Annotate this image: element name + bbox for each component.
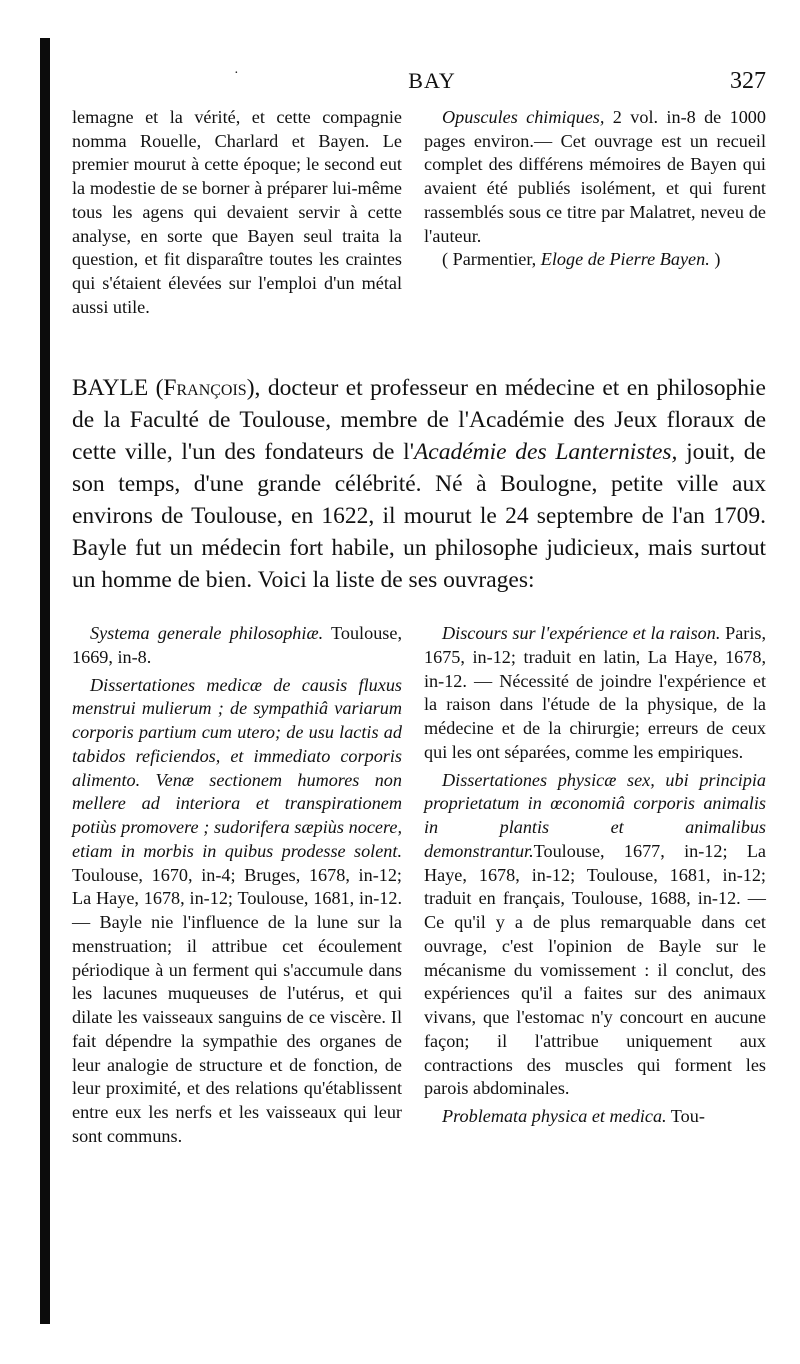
citation-title: Eloge de Pierre Bayen. [540,249,710,270]
work-title: Dissertationes medicæ de causis fluxus menstrui mulierum ; de sympathiâ variarum corporis partium cum utero; de usu lactis ad tabidos reficiendos, et immediato corporis alimento. Venæ sectionem humores non mellere ad interiora et transpirationem potiùs promovere ; sudorifera sæpiùs nocere, etiam in morbis in quibus prodesse solent. [72,674,402,861]
bibliography-entry-dissertationes-medicae [72,674,402,1149]
header-mark: · [234,66,239,81]
bottom-right-column [424,622,766,1129]
citation-close: ) [709,249,721,270]
work-title: Dissertationes physicæ sex, ubi principia proprietatum in œconomiâ corporis animalis in plantis et animalibus demonstrantur. [424,769,766,861]
entry-first-name: (François), [155,375,261,401]
bibliography-entry-opuscules [424,106,766,248]
bottom-left-column [72,622,402,1149]
page-header [98,66,766,100]
bibliography-entry-discours [424,622,766,765]
work-details: Paris, 1675, in-12; traduit en latin, La Haye, 1678, in-12. — Nécessité de joindre l'expérience et la raison dans l'étude de la physique, de la médecine et de la chirurgie; erreurs de ceux qui les ont séparées, comme les empiriques. [424,623,767,762]
bayen-paragraph-end: lemagne et la vérité, et cette compagnie nomma Rouelle, Charlard et Bayen. Le premier mourut à cette époque; le second eut la modestie de se borner à préparer lui-même tous les agens qui devaient servir à cette analyse, en sorte que Bayen seul traita la question, et fit disparaître toutes les craintes qui s'étaient élevées sur l'emploi d'un métal aussi utile. [72,107,402,317]
entry-text-1: docteur et professeur en médecine et en philosophie de la Faculté de Toulouse, membre de l'Académie des Jeux floraux de cette ville, l'un des fondateurs de l' [72,375,766,465]
academy-name: Académie des Lanternistes, [413,439,678,465]
top-left-column [72,106,402,319]
running-head: BAY [408,68,456,93]
entry-text-2: jouit, de son temps, d'une grande célébrité. Né à Boulogne, petite ville aux environs de Toulouse, en 1622, il mourut le 24 septembre de l'an 1709. Bayle fut un médecin fort habile, un philosophe judicieux, mais surtout un homme de bien. Voici la liste de ses ouvrages: [72,439,766,593]
work-title: Systema generale philosophiæ. [90,623,324,643]
work-title: Discours sur l'expérience et la raison. [442,623,721,643]
work-details: Toulouse, 1670, in-4; Bruges, 1678, in-12; La Haye, 1678, in-12; Toulouse, 1681, in-12. — Bayle nie l'influence de la lune sur la menstruation; il attribue cet écoulement périodique à un ferment qui s'accumule dans les lacunes muqueuses de l'utérus, et qui dilate les vaisseaux sanguins de ce viscère. Il fait dépendre la sympathie des organes de leur analogie de structure et de fonction, de leur proximité, et des relations qu'établissent entre eux les nerfs et les vaisseaux qui leur sont communs. [72,864,402,1146]
bibliography-entry-problemata [424,1105,766,1129]
work-title: Opuscules chimiques, [442,107,605,127]
bayle-entry [72,372,766,596]
work-title: Problemata physica et medica. [442,1106,667,1126]
work-details: 2 vol. in-8 de 1000 pages environ.— Cet ouvrage est un recueil complet des différens mémoires de Bayen qui avaient été publiés isolément, et qui furent rassemblés sous ce titre par Malatret, neveu de l'auteur. [424,107,766,246]
page-number: 327 [730,68,766,94]
bibliography-entry-systema [72,622,402,670]
source-citation [424,248,766,272]
entry-name: BAYLE [72,375,149,401]
work-details: Tou- [666,1106,705,1126]
citation-author: ( Parmentier, [442,249,541,270]
work-details: Toulouse, 1677, in-12; La Haye, 1678, in-12; Toulouse, 1681, in-12; traduit en français, Toulouse, 1688, in-12. — Ce qu'il y a de plus remarquable dans cet ouvrage, c'est l'opinion de Bayle sur le mécanisme du vomissement : il conclut, des expériences qu'il a faites sur des animaux vivans, que l'estomac n'y concourt en aucune façon; il l'attribue uniquement aux contractions des muscles qui forment les parois abdominales. [424,840,766,1099]
page-binding-edge [40,38,50,1324]
bibliography-entry-dissertationes-physicae [424,769,766,1102]
top-right-column [424,106,766,272]
work-details: Toulouse, 1669, in-8. [72,623,402,667]
